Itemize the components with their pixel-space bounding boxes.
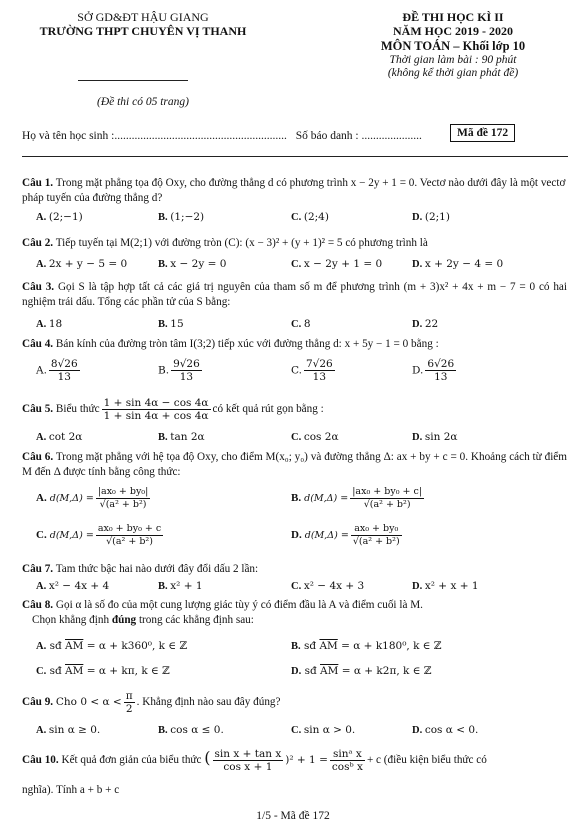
question-3 [22,280,567,310]
option-value: 8 [303,318,311,330]
fraction-denominator: √(a² + b²) [99,499,147,510]
option-letter: A. [36,641,47,652]
option-letter: B. [158,212,171,223]
option-letter: C. [291,581,304,592]
option-value: cos α ≤ 0. [170,724,224,736]
formula-rest: = α + k2π, k ∈ ℤ [338,665,432,677]
option-letter: B. [158,364,170,377]
option-value: x² − 4x + 4 [48,580,110,592]
option-a[interactable] [36,258,127,270]
fraction-numerator: |ax₀ + by₀ + c| [352,486,423,497]
time-limit: Thời gian làm bài : 90 phút [389,54,517,66]
question-text: Tam thức bậc hai nào dưới đây đổi dấu 2 lần: [55,563,259,575]
subject-line: MÔN TOÁN – Khối lớp 10 [380,39,526,53]
option-value: x − 2y + 1 = 0 [303,258,383,270]
option-d[interactable] [291,665,432,677]
option-letter: A. [36,212,49,223]
school-name: TRƯỜNG THPT CHUYÊN VỊ THANH [39,24,247,38]
fraction-numerator: sin x + tan x [214,748,282,760]
option-letter: A. [36,319,49,330]
option-value: sin 2α [424,431,458,443]
option-c[interactable] [291,318,311,330]
option-value: sin α ≥ 0. [48,724,101,736]
option-letter: D. [291,529,302,541]
option-letter: B. [158,319,171,330]
option-letter: B. [158,725,171,736]
option-a[interactable] [36,318,62,330]
fraction-numerator: |ax₀ + by₀| [97,486,149,497]
option-value: x² + 1 [170,580,203,592]
option-d[interactable] [412,724,478,736]
question-label: Câu 10. [22,754,59,767]
question-8 [22,598,567,628]
option-letter: D. [412,725,425,736]
option-letter: D. [412,581,425,592]
option-b[interactable] [158,431,205,443]
fraction-numerator: 9√26 [173,358,200,370]
option-c[interactable] [291,580,364,592]
option-b[interactable] [291,640,442,652]
option-value: cot 2α [48,431,83,443]
option-c[interactable] [36,523,165,548]
option-a[interactable] [36,211,83,223]
question-6 [22,450,567,480]
option-value: 18 [48,318,63,330]
option-letter: B. [291,492,302,504]
page-footer: 1/5 - Mã đề 172 [256,810,330,822]
expression-middle: )² + 1 = [285,754,328,767]
formula-prefix: sđ [49,640,66,652]
fraction-numerator: ax₀ + by₀ + c [97,523,162,534]
exam-title: ĐỀ THI HỌC KÌ II [402,10,504,24]
fraction-numerator: 6√26 [427,358,455,370]
option-letter: A. [36,581,49,592]
option-letter: D. [412,364,424,377]
question-label: Câu 1. [22,177,54,189]
option-b[interactable] [158,211,204,223]
options-q6-row1 [36,486,566,516]
arc-symbol: $\overline{AM}$ [65,665,84,677]
option-value: x² + x + 1 [424,580,479,592]
question-text: Gọi α là số đo của một cung lượng giác tùy ý có điểm đầu là A và điểm cuối là M. [55,599,423,611]
option-a[interactable] [36,580,109,592]
option-letter: C. [36,666,47,677]
school-year: NĂM HỌC 2019 - 2020 [393,24,513,38]
fraction-numerator: π [125,690,133,702]
formula-prefix: sđ [303,640,320,652]
question-label: Câu 3. [22,281,55,293]
option-letter: B. [291,641,301,652]
fraction-numerator: sinᵃ x [330,748,365,761]
question-1 [22,176,567,206]
fraction-denominator: √(a² + b²) [106,536,153,547]
department-name: SỞ GD&ĐT HẬU GIANG [77,10,209,24]
fraction-denominator: 13 [312,371,327,383]
question-10-line2 [22,783,567,798]
option-letter: D. [412,259,425,270]
formula-lhs: d(M,Δ) = [49,530,94,541]
student-id-label: Số báo danh : [295,130,359,142]
option-value: tan 2α [170,431,205,443]
formula-rest: = α + kπ, k ∈ ℤ [83,665,170,677]
option-c[interactable] [291,431,339,443]
fraction-denominator: cosᵇ x [331,761,363,773]
option-letter: A. [36,492,47,504]
option-letter: A. [36,432,49,443]
fraction-denominator: 1 + sin 4α + cos 4α [103,410,209,422]
option-letter: C. [291,725,304,736]
option-letter: B. [158,259,171,270]
option-d[interactable] [412,318,438,330]
option-a[interactable] [36,486,152,511]
option-letter: C. [291,212,304,223]
option-b[interactable] [158,258,226,270]
arc-symbol: $\overline{AM}$ [65,640,84,652]
option-value: 22 [424,318,439,330]
question-text: Kết quả đơn giản của biểu thức [61,754,202,767]
option-letter: B. [158,432,171,443]
question-text: Bán kính của đường tròn tâm I(3;2) tiếp xúc với đường thẳng d: x + 5y − 1 = 0 bằng : [55,338,439,350]
option-value: (2;1) [424,211,450,223]
student-id-field[interactable]: ..................... [361,130,422,142]
option-d[interactable] [412,358,458,383]
question-text: Gọi S là tập hợp tất cả các giá trị nguyên của tham số m để phương trình (m + 3)x² + 4x + m − 7 = 0 có hai nghiệm trái dấu. Tổng các phần tử của S bằng: [22,281,567,308]
question-text: Trong mặt phẳng tọa độ Oxy, cho đường thẳng d có phương trình x − 2y + 1 = 0. Vectơ nào dưới đây là một vectơ pháp tuyến của đường thẳng d? [22,177,566,204]
option-b[interactable] [158,358,204,383]
question-text-3: trong các khẳng định sau: [138,614,254,626]
option-value: cos α < 0. [424,724,479,736]
question-10 [22,748,567,773]
option-letter: A. [36,725,49,736]
question-2 [22,236,567,251]
fraction-denominator: 13 [179,371,194,383]
question-label: Câu 2. [22,237,54,249]
option-c[interactable] [291,258,382,270]
option-c[interactable] [291,724,355,736]
exam-code: Mã đề 172 [457,127,509,139]
option-value: x² − 4x + 3 [303,580,365,592]
question-text: Tiếp tuyến tại M(2;1) với đường tròn (C): (x − 3)² + (y + 1)² = 5 có phương trình là [55,237,428,249]
option-letter: D. [412,212,425,223]
option-b[interactable] [158,318,184,330]
formula-prefix: sđ [49,665,66,677]
fraction-numerator: 8√26 [50,358,78,370]
option-d[interactable] [412,258,503,270]
option-letter: D. [291,666,302,677]
option-d[interactable] [412,211,450,223]
fraction-denominator: 2 [125,703,133,715]
question-text-continued: nghĩa). Tính a + b + c [22,784,120,796]
option-letter: C. [291,432,304,443]
option-b[interactable] [158,580,203,592]
arc-symbol: $\overline{AM}$ [320,665,339,677]
header-divider-left [78,80,188,81]
student-name-label: Họ và tên học sinh : [22,130,115,142]
option-a[interactable] [36,358,82,383]
option-letter: C. [291,364,302,377]
pages-note: (Đề thi có 05 trang) [97,96,189,108]
option-c[interactable] [291,358,337,383]
question-label: Câu 5. [22,403,54,416]
fraction-numerator: 7√26 [306,358,333,370]
option-value: x + 2y − 4 = 0 [424,258,504,270]
formula-lhs: d(M,Δ) = [49,493,94,504]
option-letter: C. [291,319,304,330]
option-value: (1;−2) [170,211,205,223]
option-letter: D. [412,432,425,443]
option-a[interactable] [36,431,82,443]
option-c[interactable] [291,211,329,223]
option-d[interactable] [291,523,404,548]
question-label: Câu 4. [22,338,54,350]
options-q4 [36,358,566,388]
question-text-end: . Khẳng định nào sau đây đúng? [136,696,281,709]
student-info-line [22,130,422,142]
option-b[interactable] [291,486,426,511]
question-7 [22,562,567,577]
fraction-denominator: cos x + 1 [223,761,273,773]
option-value: (2;4) [303,211,329,223]
option-value: 2x + y − 5 = 0 [48,258,128,270]
question-label: Câu 6. [22,451,54,463]
exam-code-box [450,124,515,142]
arc-symbol: $\overline{AM}$ [319,640,338,652]
question-emphasis: đúng [111,614,137,626]
student-name-field[interactable]: ............................................................ [114,130,287,142]
option-letter: C. [36,529,47,541]
option-d[interactable] [412,580,479,592]
option-a[interactable] [36,640,187,652]
option-letter: B. [158,581,171,592]
option-letter: D. [412,319,425,330]
option-d[interactable] [412,431,457,443]
question-label: Câu 9. [22,696,54,709]
question-text: Trong mặt phẳng với hệ tọa độ Oxy, cho điểm M(x₀; y₀) và đường thẳng Δ: ax + by + c = 0. Khoảng cách từ điểm M đến Δ được tính bằng công thức: [22,451,567,478]
question-text-2: Chọn khẳng định [32,614,110,626]
formula-prefix: sđ [304,665,321,677]
fraction-denominator: √(a² + b²) [352,536,400,547]
question-9 [22,690,567,715]
fraction-denominator: 13 [434,371,448,383]
time-note: (không kể thời gian phát đề) [387,67,519,79]
question-text: Cho 0 < α < [55,696,122,709]
formula-rest: = α + k360⁰, k ∈ ℤ [83,640,188,652]
formula-lhs: d(M,Δ) = [304,530,349,541]
question-text-end: có kết quả rút gọn bằng : [212,403,324,416]
question-4 [22,337,567,352]
option-value: cos 2α [303,431,339,443]
option-value: x − 2y = 0 [170,258,227,270]
formula-rest: = α + k180⁰, k ∈ ℤ [337,640,442,652]
option-letter: C. [291,259,304,270]
option-value: (2;−1) [48,211,83,223]
fraction-denominator: √(a² + b²) [363,499,411,510]
open-paren: ( [204,748,211,768]
formula-lhs: d(M,Δ) = [304,493,349,504]
option-value: 15 [170,318,184,330]
question-5 [22,397,567,422]
option-c[interactable] [36,665,170,677]
option-letter: A. [36,259,49,270]
option-letter: A. [36,364,47,377]
question-text: Biểu thức [55,403,100,416]
question-label: Câu 8. [22,599,54,611]
option-b[interactable] [158,724,224,736]
question-text-end: + c (điều kiện biểu thức có [366,754,487,767]
fraction-denominator: 13 [57,371,71,383]
info-divider [22,156,568,157]
question-label: Câu 7. [22,563,54,575]
options-q6-row2 [36,523,566,553]
option-a[interactable] [36,724,100,736]
fraction-numerator: ax₀ + by₀ [351,523,402,536]
fraction-numerator: 1 + sin 4α − cos 4α [103,397,209,409]
option-value: sin α > 0. [303,724,356,736]
